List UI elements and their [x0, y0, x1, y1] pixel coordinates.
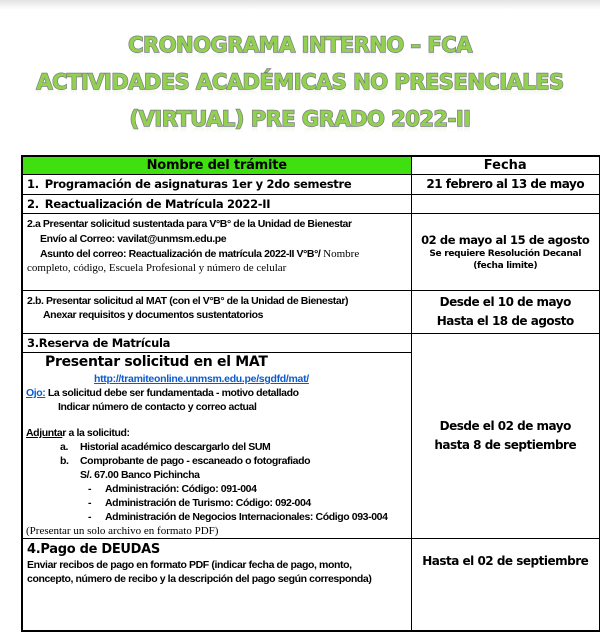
row-4-body-1: Enviar recibos de pago en formato PDF (indicar fecha de pago, monto, [27, 559, 352, 571]
code-line-1 [26, 482, 409, 496]
row-2a-asunto: Asunto del correo: Reactualización de matrícula 2022-II V°B°/ [40, 247, 321, 260]
row-2a-date-note-2: (fecha limite) [473, 260, 538, 271]
row-2a-line-3 [27, 247, 409, 262]
row-3-content [22, 353, 411, 539]
row-4-title: 4.Pago de DEUDAS [27, 542, 160, 557]
ojo-line [26, 386, 409, 400]
row-3-header [22, 334, 600, 353]
adjuntar-rest: r a la solicitud: [62, 427, 130, 439]
title-line-3: (VIRTUAL) PRE GRADO 2022-II [129, 107, 471, 131]
row-4-pago-deudas [22, 539, 600, 631]
row-2b-date [411, 291, 600, 334]
code-line-2 [26, 496, 409, 510]
row-1-name [22, 175, 411, 195]
row-2a [22, 214, 600, 291]
row-2a-serif-nombre: Nombre [320, 247, 360, 260]
row-4-date-text: Hasta el 02 de septiembre [422, 554, 589, 568]
column-header-tramite: Nombre del trámite [22, 156, 411, 175]
code-3-text: Administración de Negocios Internacionales: Código 093-004 [105, 511, 388, 523]
column-header-fecha: Fecha [411, 156, 600, 175]
list-item-a [26, 440, 409, 454]
row-4-date [411, 539, 600, 631]
row-2-label: Reactualización de Matrícula 2022-II [44, 197, 271, 211]
title-line-1: CRONOGRAMA INTERNO – FCA [128, 33, 472, 57]
list-item-a-text: Historial académico descargarlo del SUM [80, 441, 271, 453]
row-3-title [22, 334, 411, 353]
row-2-date-empty [411, 195, 600, 214]
table-header-row [22, 156, 600, 175]
row-2b [22, 291, 600, 334]
row-1-date-text: 21 febrero al 13 de mayo [426, 177, 585, 191]
row-2a-date [411, 214, 600, 291]
row-3-label: 3.Reserva de Matrícula [27, 336, 171, 350]
list-item-b-text: Comprobante de pago - escaneado o fotografiado [80, 455, 311, 467]
ojo-text: La solicitud debe ser fundamentada - motivo detallado [45, 387, 299, 399]
row-4-content [22, 539, 411, 631]
row-2b-line-2: Anexar requisitos y documentos sustentatorios [43, 309, 264, 321]
list-item-b-label: b. [60, 455, 69, 467]
code-line-3 [26, 510, 409, 524]
adjuntar-bold: Adjunta [26, 427, 63, 439]
indicar-line: Indicar número de contacto y correo actual [58, 401, 257, 413]
row-2-name [22, 195, 411, 214]
row-3-subtitle: Presentar solicitud en el MAT [45, 354, 268, 370]
row-1-date [411, 175, 600, 195]
code-1-text: Administración: Código: 091-004 [105, 483, 257, 495]
row-2b-content [22, 291, 411, 334]
payment-amount-line: S/. 67.00 Banco Pichincha [80, 469, 200, 481]
ojo-label: Ojo: [26, 387, 46, 399]
dash-icon: - [88, 511, 92, 523]
row-1-number: 1. [27, 177, 39, 191]
row-2a-date-main: 02 de mayo al 15 de agosto [421, 232, 590, 247]
row-3-date [411, 334, 600, 539]
row-2b-date-line-2: Hasta el 18 de agosto [436, 314, 574, 328]
row-2-number: 2. [27, 197, 39, 211]
mat-link-line [26, 371, 409, 386]
document-title [0, 0, 600, 134]
row-2a-content [22, 214, 411, 291]
row-2a-line-2: Envío al Correo: vavilat@unmsm.edu.pe [40, 232, 227, 245]
row-2a-date-note-1: Se requiere Resolución Decanal [429, 248, 582, 259]
schedule-table [21, 155, 600, 632]
adjuntar-line [26, 426, 409, 440]
row-1-label: Programación de asignaturas 1er y 2do semestre [44, 177, 352, 191]
code-2-text: Administración de Turismo: Código: 092-004 [105, 497, 311, 509]
pdf-note: (Presentar un solo archivo en formato PDF) [26, 525, 219, 537]
row-2a-line-1: 2.a Presentar solicitud sustentada para V°B° de la Unidad de Bienestar [27, 218, 352, 230]
title-line-2: ACTIVIDADES ACADÉMICAS NO PRESENCIALES [36, 70, 564, 94]
row-3-date-line-1: Desde el 02 de mayo [439, 419, 571, 433]
dash-icon: - [88, 483, 92, 495]
row-3-date-line-2: hasta 8 de septiembre [434, 438, 577, 452]
row-2-reactualizacion [22, 195, 600, 214]
row-2a-line-4: completo, código, Escuela Profesional y número de celular [27, 262, 287, 275]
list-item-b [26, 454, 409, 468]
row-2b-line-1: 2.b. Presentar solicitud al MAT (con el V°B° de la Unidad de Bienestar) [27, 295, 349, 307]
row-2b-date-line-1: Desde el 10 de mayo [439, 295, 571, 309]
mat-link[interactable]: http://tramiteonline.unmsm.edu.pe/sgdfd/mat/ [94, 373, 309, 385]
list-item-a-label: a. [60, 441, 68, 453]
page-top-shade [0, 0, 600, 9]
dash-icon: - [88, 497, 92, 509]
row-4-body-2: concepto, número de recibo y la descripción del pago según corresponda) [27, 573, 372, 585]
row-1-programacion [22, 175, 600, 195]
